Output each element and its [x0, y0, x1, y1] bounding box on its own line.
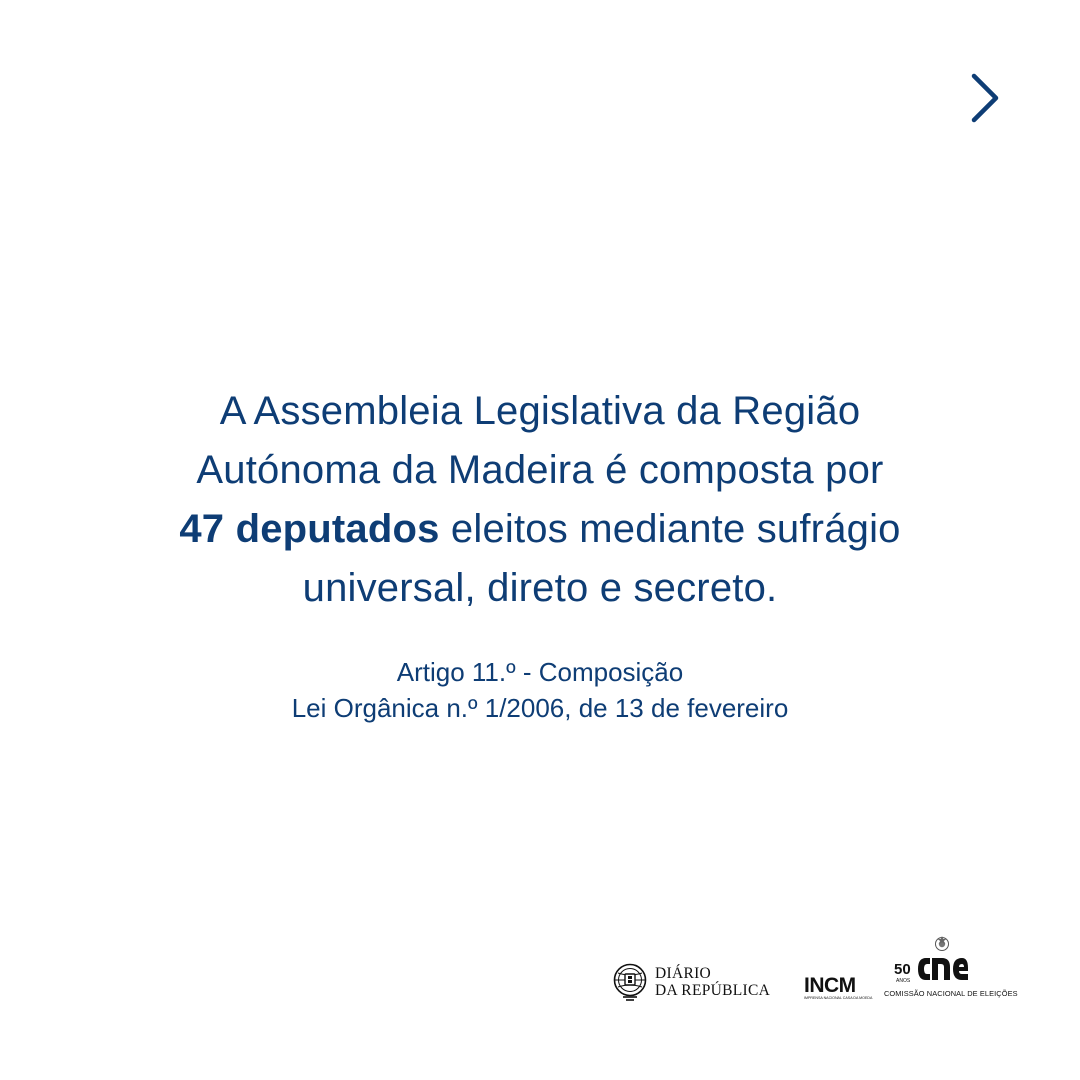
citation-article: Artigo 11.º - Composição	[396, 657, 684, 687]
svg-text:50: 50	[894, 961, 911, 978]
svg-text:ANOS: ANOS	[896, 978, 911, 984]
statement-line-3-rest: eleitos mediante sufrágio	[439, 507, 901, 551]
citation-law: Lei Orgânica n.º 1/2006, de 13 de fevereiro	[291, 693, 789, 723]
statement-text	[60, 382, 1020, 618]
statement-line-2: Autónoma da Madeira é composta por	[196, 448, 884, 492]
next-slide-button[interactable]	[958, 70, 1014, 126]
legal-citation	[60, 654, 1020, 726]
cne-caption: COMISSÃO NACIONAL DE ELEIÇÕES	[884, 989, 1018, 998]
statement-line-3	[60, 500, 1020, 559]
deputies-count-highlight: 47 deputados	[179, 507, 440, 551]
diario-republica-line-2: DA REPÚBLICA	[655, 982, 771, 999]
incm-subtitle: IMPRENSA NACIONAL CASA DA MOEDA	[804, 996, 873, 1000]
chevron-right-icon	[966, 70, 1006, 126]
portuguese-emblem-icon	[612, 963, 648, 1001]
seal-icon	[936, 936, 949, 951]
cne-logo	[882, 936, 1018, 1002]
diario-republica-logo	[612, 962, 770, 1002]
incm-wordmark: INCM	[804, 974, 856, 997]
statement-line-4: universal, direto e secreto.	[302, 566, 778, 610]
footer-logos	[612, 936, 1018, 1006]
incm-logo	[804, 974, 873, 1001]
statement-line-1: A Assembleia Legislativa da Região	[219, 389, 861, 433]
cne-50-anos-emblem	[882, 936, 1000, 988]
diario-republica-line-1: DIÁRIO	[655, 965, 712, 982]
